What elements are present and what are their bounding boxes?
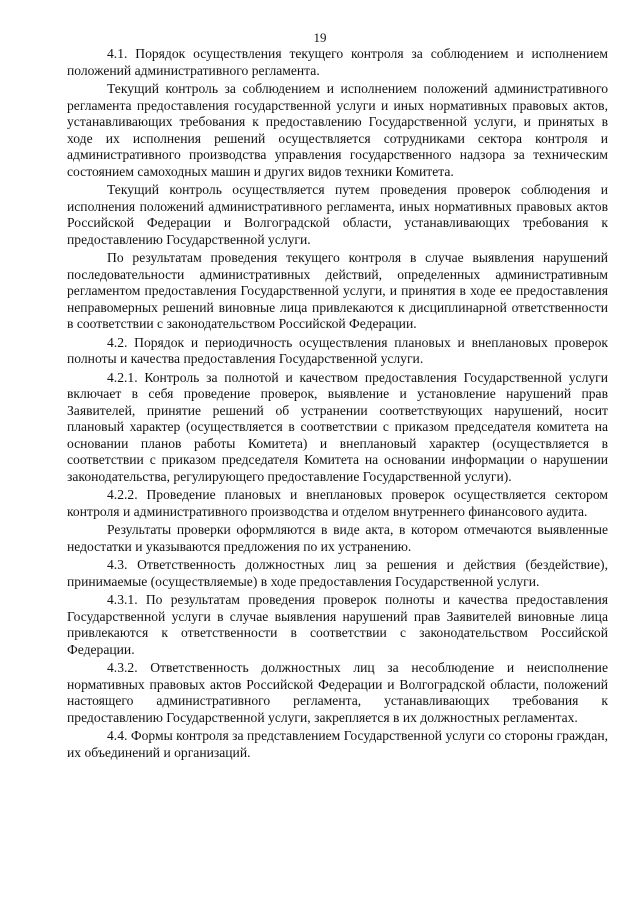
paragraph-4-2-1: 4.2.1. Контроль за полнотой и качеством предоставления Государственной услуги включает в себя проведение проверок, выявление и установление нарушений прав Заявителей, принятие решений об устранении соответствующих нарушений, носит плановый характер (осуществляется в соответствии с приказом председателя комитета на основании планов работы Комитета) и внеплановый характер (осуществляется в соответствии с приказом председателя Комитета на основании информации о нарушении законодательства, регулирующего предоставление Государственной услуги). — [67, 369, 608, 484]
paragraph-current-control: Текущий контроль за соблюдением и исполнением положений административного регламента предоставления государственной услуги и иных нормативных правовых актов, устанавливающих требования к предоставлению Государственной услуги, и принятых в ходе их исполнения решений осуществляется сотрудниками сектора контроля и административного производства управления государственного надзора за техническим состоянием самоходных машин и других видов техники Комитета. — [67, 81, 608, 179]
paragraph-4-2: 4.2. Порядок и периодичность осуществления плановых и внеплановых проверок полноты и качества предоставления Государственной услуги. — [67, 334, 608, 366]
paragraph-inspection-results: Результаты проверки оформляются в виде акта, в котором отмечаются выявленные недостатки и указываются предложения по их устранению. — [67, 522, 608, 554]
paragraph-4-1: 4.1. Порядок осуществления текущего контроля за соблюдением и исполнением положений административного регламента. — [67, 46, 608, 78]
paragraph-4-3-2: 4.3.2. Ответственность должностных лиц за несоблюдение и неисполнение нормативных правовых актов Российской Федерации и Волгоградской области, положений настоящего административного регламента, устанавливающих требования к предоставлению Государственной услуги, закрепляется в их должностных регламентах. — [67, 660, 608, 725]
document-body — [67, 46, 608, 761]
paragraph-4-4: 4.4. Формы контроля за представлением Государственной услуги со стороны граждан, их объединений и организаций. — [67, 728, 608, 760]
paragraph-control-checks: Текущий контроль осуществляется путем проведения проверок соблюдения и исполнения положений административного регламента, иных нормативных правовых актов Российской Федерации и Волгоградской области, устанавливающих требования к предоставлению Государственной услуги. — [67, 182, 608, 247]
paragraph-control-results: По результатам проведения текущего контроля в случае выявления нарушений последовательности административных действий, определенных административным регламентом предоставления Государственной услуги, и принятия в ходе ее предоставления неправомерных решений виновные лица привлекаются к дисциплинарной ответственности в соответствии с законодательством Российской Федерации. — [67, 250, 608, 331]
page-number: 19 — [313, 30, 327, 45]
paragraph-4-2-2: 4.2.2. Проведение плановых и внеплановых проверок осуществляется сектором контроля и административного производства и отделом внутреннего финансового аудита. — [67, 487, 608, 519]
paragraph-4-3-1: 4.3.1. По результатам проведения проверок полноты и качества предоставления Государственной услуги в случае выявления нарушений прав Заявителей виновные лица привлекаются к ответственности в соответствии с законодательством Российской Федерации. — [67, 592, 608, 657]
paragraph-4-3: 4.3. Ответственность должностных лиц за решения и действия (бездействие), принимаемые (осуществляемые) в ходе предоставления Государственной услуги. — [67, 557, 608, 589]
